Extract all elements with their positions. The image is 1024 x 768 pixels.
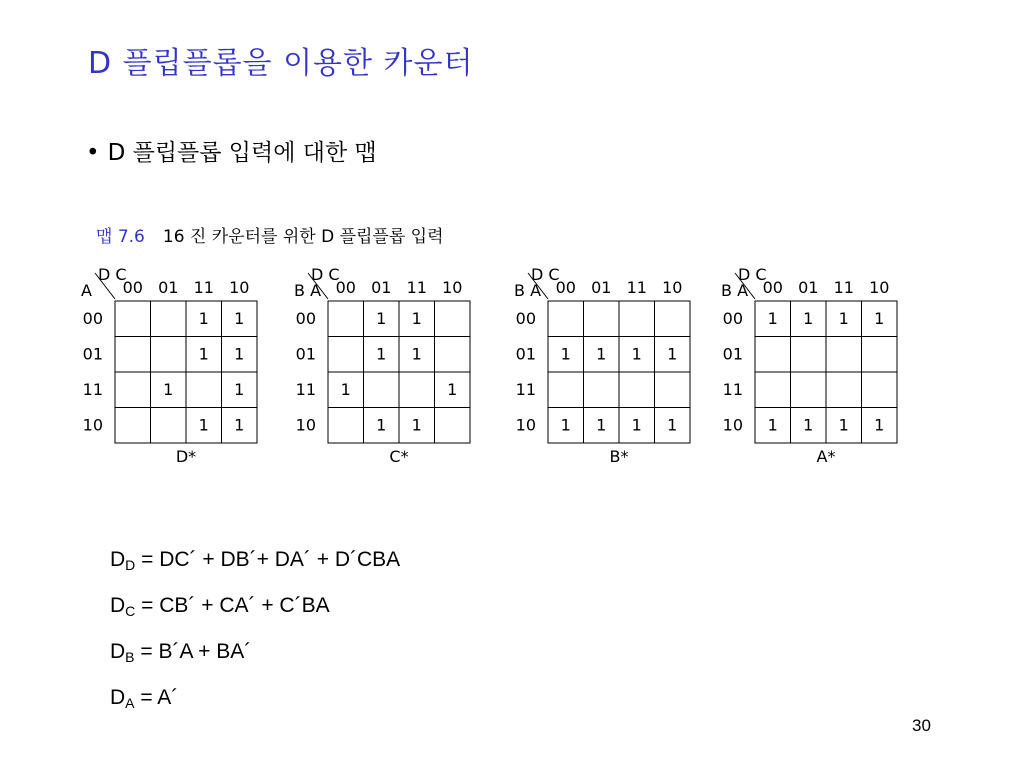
kmap-4-cell-box <box>755 337 791 373</box>
kmap-2-row-var: B A <box>294 281 322 300</box>
kmap-4-cell-value: 1 <box>838 415 849 435</box>
equations <box>110 545 400 729</box>
kmap-3-cell-value: 1 <box>560 415 571 435</box>
kmap-2-col-header: 01 <box>371 278 392 297</box>
kmap-1-col-var: D C <box>98 265 127 284</box>
equation-lhs: D <box>110 548 126 571</box>
equation-subscript: C <box>125 603 136 619</box>
kmap-3-cell-value: 1 <box>667 344 678 364</box>
equation-dd <box>110 545 400 591</box>
kmap-1-cell-box <box>151 301 187 337</box>
kmap-1-cell-box <box>115 301 151 337</box>
kmap-1-label: D* <box>175 447 197 466</box>
kmap-3-cell-value: 1 <box>596 415 607 435</box>
kmap-4-cell-box <box>862 337 898 373</box>
kmap-3-cell-value: 1 <box>631 415 642 435</box>
equation-lhs: D <box>110 686 126 709</box>
kmap-1-col-header: 10 <box>229 278 250 297</box>
kmap-4-cell-value: 1 <box>803 308 814 328</box>
kmap-2-cell-box <box>399 372 435 408</box>
kmap-3-row-header: 10 <box>515 415 536 435</box>
kmap-3-col-header: 10 <box>662 278 683 297</box>
kmap-4-cell-value: 1 <box>874 308 885 328</box>
kmap-1-row-header: 00 <box>82 308 103 328</box>
kmap-4-cell-box <box>862 372 898 408</box>
kmap-4-col-header: 11 <box>833 278 854 297</box>
kmap-4-cell-value: 1 <box>803 415 814 435</box>
kmap-2-cell-value: 1 <box>447 379 458 399</box>
kmap-2-label: C* <box>389 447 409 466</box>
kmap-1-cell-box <box>115 408 151 444</box>
kmap-1-col-header: 11 <box>193 278 214 297</box>
kmap-1-cell-box <box>115 337 151 373</box>
figure-label: 맵 7.6 <box>96 227 145 247</box>
kmap-3-cell-value: 1 <box>560 344 571 364</box>
equation-da <box>110 683 400 729</box>
kmap-4-col-header: 01 <box>798 278 819 297</box>
kmap-1-col-header: 01 <box>158 278 179 297</box>
kmap-3-label: B* <box>609 447 629 466</box>
kmap-4-cell-value: 1 <box>838 308 849 328</box>
kmap-2-col-header: 10 <box>442 278 463 297</box>
kmap-1-cell-box <box>151 337 187 373</box>
bullet-dot: • <box>86 140 100 166</box>
bullet-point <box>86 134 377 167</box>
kmap-4-col-var: D C <box>738 265 767 284</box>
bullet-text: D 플립플롭 입력에 대한 맵 <box>107 140 377 166</box>
kmap-3-col-var: D C <box>531 265 560 284</box>
kmap-3-row-header: 00 <box>515 308 536 328</box>
kmap-2-col-header: 00 <box>335 278 356 297</box>
kmap-3-cell-box <box>619 372 655 408</box>
kmap-1-cell-value: 1 <box>198 344 209 364</box>
kmap-2-cell-value: 1 <box>340 379 351 399</box>
equation-rhs: = CB´ + CA´ + C´BA <box>135 594 330 617</box>
karnaugh-maps <box>80 262 910 472</box>
kmap-2-cell-box <box>435 408 471 444</box>
kmap-3-col-header: 00 <box>555 278 576 297</box>
kmap-4-row-header: 11 <box>722 379 743 399</box>
kmap-2-col-var: D C <box>311 265 340 284</box>
kmap-3-col-header: 01 <box>591 278 612 297</box>
kmap-1-cell-box <box>186 372 222 408</box>
kmap-2-col-header: 11 <box>406 278 427 297</box>
kmap-3-row-header: 01 <box>515 344 536 364</box>
equation-lhs: D <box>110 594 126 617</box>
kmap-2-cell-box <box>364 372 400 408</box>
kmap-3-cell-value: 1 <box>596 344 607 364</box>
kmap-3-cell-box <box>619 301 655 337</box>
kmap-2-cell-box <box>435 301 471 337</box>
equation-db <box>110 637 400 683</box>
kmap-1-row-var: A <box>81 281 92 300</box>
kmap-1-cell-value: 1 <box>163 379 174 399</box>
equation-dc <box>110 591 400 637</box>
kmap-2-cell-box <box>328 337 364 373</box>
slide-title: D 플립플롭을 이용한 카운터 <box>88 46 474 81</box>
kmap-4-row-header: 00 <box>722 308 743 328</box>
kmap-1-cell-value: 1 <box>234 344 245 364</box>
kmap-2-cell-box <box>328 301 364 337</box>
kmap-2-cell-value: 1 <box>376 344 387 364</box>
kmap-2-cell-value: 1 <box>376 308 387 328</box>
kmap-2-row-header: 00 <box>295 308 316 328</box>
kmap-3-col-header: 11 <box>626 278 647 297</box>
page-number: 30 <box>912 716 931 735</box>
kmap-4-row-header: 10 <box>722 415 743 435</box>
figure-caption <box>96 222 444 247</box>
kmap-2-row-header: 01 <box>295 344 316 364</box>
kmap-3-cell-box <box>655 301 691 337</box>
kmap-3-row-var: B A <box>514 281 542 300</box>
kmap-4-col-header: 00 <box>762 278 783 297</box>
kmap-1-cell-value: 1 <box>198 415 209 435</box>
kmap-4-cell-value: 1 <box>874 415 885 435</box>
equation-rhs: = DC´ + DB´+ DA´ + D´CBA <box>135 548 401 571</box>
kmap-3-cell-box <box>548 301 584 337</box>
equation-subscript: B <box>125 649 135 665</box>
kmap-1-cell-value: 1 <box>234 308 245 328</box>
kmap-1-row-header: 11 <box>82 379 103 399</box>
kmap-2-row-header: 10 <box>295 415 316 435</box>
kmap-3-cell-value: 1 <box>631 344 642 364</box>
kmap-3-cell-value: 1 <box>667 415 678 435</box>
kmap-2-cell-box <box>328 408 364 444</box>
kmap-4-row-header: 01 <box>722 344 743 364</box>
kmap-4-cell-box <box>791 372 827 408</box>
kmap-4-cell-box <box>755 372 791 408</box>
kmap-4-cell-box <box>791 337 827 373</box>
kmap-4-cell-box <box>826 372 862 408</box>
kmap-4-label: A* <box>816 447 836 466</box>
kmap-2-row-header: 11 <box>295 379 316 399</box>
kmap-2-cell-value: 1 <box>411 308 422 328</box>
kmap-1-cell-value: 1 <box>198 308 209 328</box>
kmap-3-row-header: 11 <box>515 379 536 399</box>
kmap-1-cell-box <box>115 372 151 408</box>
kmap-4-cell-value: 1 <box>767 415 778 435</box>
kmap-4-row-var: B A <box>721 281 749 300</box>
equation-subscript: A <box>125 695 135 711</box>
kmap-1-row-header: 01 <box>82 344 103 364</box>
kmap-1-row-header: 10 <box>82 415 103 435</box>
kmap-3-cell-box <box>548 372 584 408</box>
kmap-2-cell-value: 1 <box>411 344 422 364</box>
kmap-2-cell-value: 1 <box>411 415 422 435</box>
equation-rhs: = B´A + BA´ <box>134 640 252 663</box>
kmap-3-cell-box <box>655 372 691 408</box>
kmap-2-cell-box <box>435 337 471 373</box>
equation-lhs: D <box>110 640 126 663</box>
kmap-1-col-header: 00 <box>122 278 143 297</box>
kmap-3-cell-box <box>584 301 620 337</box>
kmap-4-cell-box <box>826 337 862 373</box>
figure-caption-text: 16 진 카운터를 위한 D 플립플롭 입력 <box>162 227 444 247</box>
kmap-2-cell-value: 1 <box>376 415 387 435</box>
equation-rhs: = A´ <box>134 686 179 709</box>
kmap-4-col-header: 10 <box>869 278 890 297</box>
kmap-1-cell-box <box>151 408 187 444</box>
kmap-1-cell-value: 1 <box>234 379 245 399</box>
kmap-1-cell-value: 1 <box>234 415 245 435</box>
kmap-3-cell-box <box>584 372 620 408</box>
kmap-4-cell-value: 1 <box>767 308 778 328</box>
equation-subscript: D <box>125 557 136 573</box>
